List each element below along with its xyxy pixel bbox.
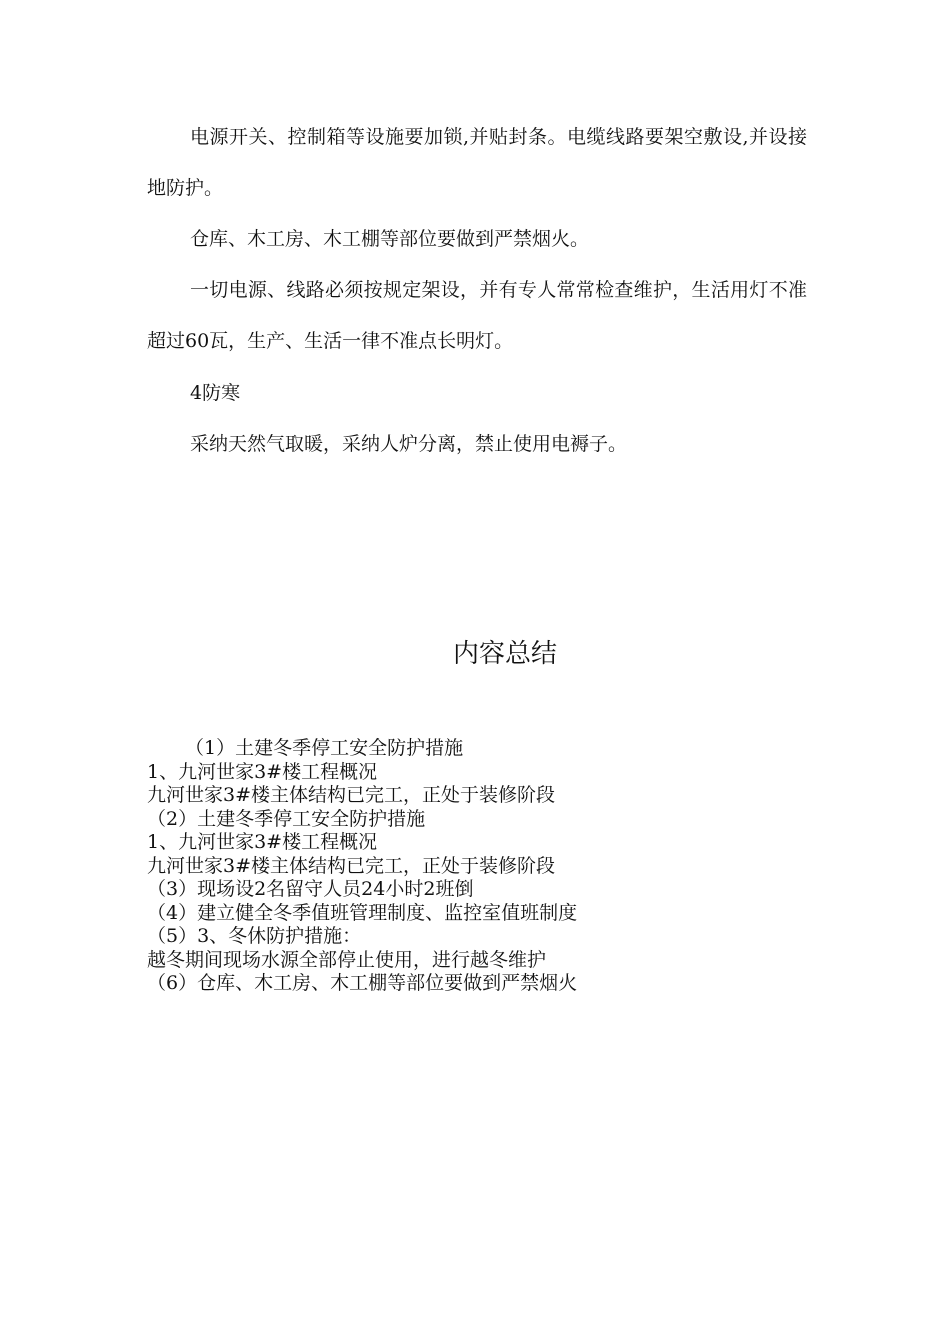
summary-list [147,737,847,996]
summary-item: （4）建立健全冬季值班管理制度、监控室值班制度 [147,901,578,924]
summary-item: 九河世家3#楼主体结构已完工，正处于装修阶段 [147,854,556,877]
summary-item: （3）现场设2名留守人员24小时2班倒 [147,878,474,900]
paragraph-heating: 采纳天然气取暖，采纳人炉分离，禁止使用电褥子。 [190,433,628,455]
section-heading-cold-protection: 4防寒 [190,382,241,404]
summary-item: （6）仓库、木工房、木工棚等部位要做到严禁烟火 [147,972,578,994]
summary-title: 内容总结 [452,639,557,669]
summary-item: （2）土建冬季停工安全防护措施 [147,807,426,830]
paragraph-power-switch: 电源开关、控制箱等设施要加锁,并贴封条。电缆线路要架空敷设,并设接地防护。 [147,126,807,199]
paragraph-warehouse-fire: 仓库、木工房、木工棚等部位要做到严禁烟火。 [190,228,590,250]
summary-item: 1、九河世家3#楼工程概况 [147,831,378,853]
summary-item: 1、九河世家3#楼工程概况 [147,760,378,783]
summary-item: 九河世家3#楼主体结构已完工，正处于装修阶段 [147,784,556,806]
summary-item: （1）土建冬季停工安全防护措施 [185,737,464,759]
summary-item: （5）3、冬休防护措施： [147,925,362,947]
paragraph-power-lines: 一切电源、线路必须按规定架设，并有专人常常检查维护，生活用灯不准超过60瓦，生产、生活一律不准点长明灯。 [147,279,807,352]
summary-item: 越冬期间现场水源全部停止使用，进行越冬维护 [147,948,547,971]
